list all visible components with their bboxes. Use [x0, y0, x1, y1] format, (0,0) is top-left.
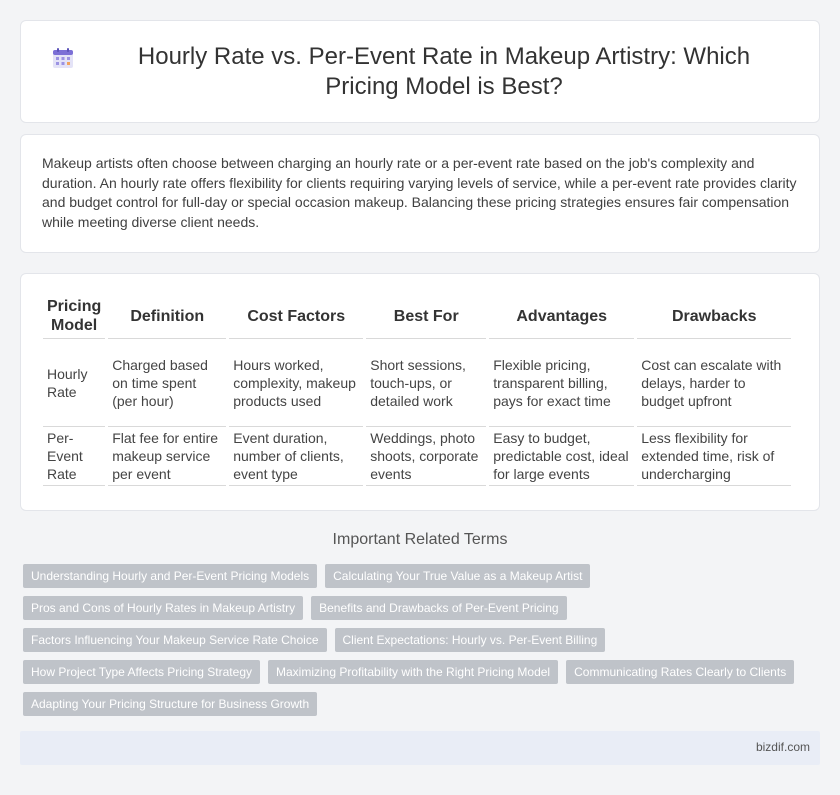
tag-row — [23, 628, 823, 652]
cell-model: Hourly Rate — [43, 339, 105, 427]
tag-row — [23, 596, 823, 620]
related-term-tag[interactable]: Understanding Hourly and Per-Event Pricing Models — [23, 564, 317, 588]
cell-best-for: Weddings, photo shoots, corporate events — [366, 427, 486, 486]
footer-site-link[interactable]: bizdif.com — [755, 740, 810, 754]
tag-row — [23, 660, 823, 684]
title-wrap — [51, 42, 789, 102]
related-terms-heading: Important Related Terms — [332, 531, 508, 548]
cell-advantages: Flexible pricing, transparent billing, pays for exact time — [489, 339, 634, 427]
cell-advantages: Easy to budget, predictable cost, ideal for large events — [489, 427, 634, 486]
intro-paragraph: Makeup artists often choose between charging an hourly rate or a per-event rate based on the job's complexity and duration. An hourly rate offers flexibility for clients requiring varying levels of service, while a per-event rate provides clarity and budget control for full-day or special occasion makeup. Balancing these pricing strategies ensures fair compensation while meeting diverse client needs. — [42, 155, 797, 230]
header-drawbacks: Drawbacks — [637, 294, 791, 339]
related-term-tag[interactable]: Factors Influencing Your Makeup Service Rate Choice — [23, 628, 327, 652]
related-term-tag[interactable]: Calculating Your True Value as a Makeup Artist — [325, 564, 590, 588]
related-term-tag[interactable]: Communicating Rates Clearly to Clients — [566, 660, 794, 684]
cell-model: Per-Event Rate — [43, 427, 105, 486]
cell-cost-factors: Hours worked, complexity, makeup products used — [229, 339, 363, 427]
tag-row — [23, 692, 823, 716]
header-advantages: Advantages — [489, 294, 634, 339]
page-title: Hourly Rate vs. Per-Event Rate in Makeup Artistry: Which Pricing Model is Best? — [137, 42, 751, 100]
comparison-table-card — [20, 273, 820, 511]
related-term-tag[interactable]: Adapting Your Pricing Structure for Business Growth — [23, 692, 317, 716]
intro-card — [20, 134, 820, 253]
title-card — [20, 20, 820, 123]
tag-row — [23, 564, 823, 588]
cell-definition: Charged based on time spent (per hour) — [108, 339, 226, 427]
related-term-tag[interactable]: How Project Type Affects Pricing Strategy — [23, 660, 260, 684]
related-term-tag[interactable]: Pros and Cons of Hourly Rates in Makeup Artistry — [23, 596, 303, 620]
cell-best-for: Short sessions, touch-ups, or detailed work — [366, 339, 486, 427]
comparison-table — [40, 294, 794, 486]
related-term-tag[interactable]: Client Expectations: Hourly vs. Per-Event Billing — [335, 628, 606, 652]
table-header-row — [43, 294, 791, 339]
header-best-for: Best For — [366, 294, 486, 339]
header-definition: Definition — [108, 294, 226, 339]
related-terms-list — [23, 564, 823, 724]
related-term-tag[interactable]: Benefits and Drawbacks of Per-Event Pricing — [311, 596, 566, 620]
footer — [20, 731, 820, 765]
cell-definition: Flat fee for entire makeup service per event — [108, 427, 226, 486]
calendar-icon — [51, 46, 75, 70]
cell-drawbacks: Cost can escalate with delays, harder to budget upfront — [637, 339, 791, 427]
table-row — [43, 427, 791, 486]
header-cost-factors: Cost Factors — [229, 294, 363, 339]
header-pricing-model: Pricing Model — [43, 294, 105, 339]
cell-cost-factors: Event duration, number of clients, event type — [229, 427, 363, 486]
cell-drawbacks: Less flexibility for extended time, risk of undercharging — [637, 427, 791, 486]
related-term-tag[interactable]: Maximizing Profitability with the Right Pricing Model — [268, 660, 558, 684]
table-row — [43, 339, 791, 427]
